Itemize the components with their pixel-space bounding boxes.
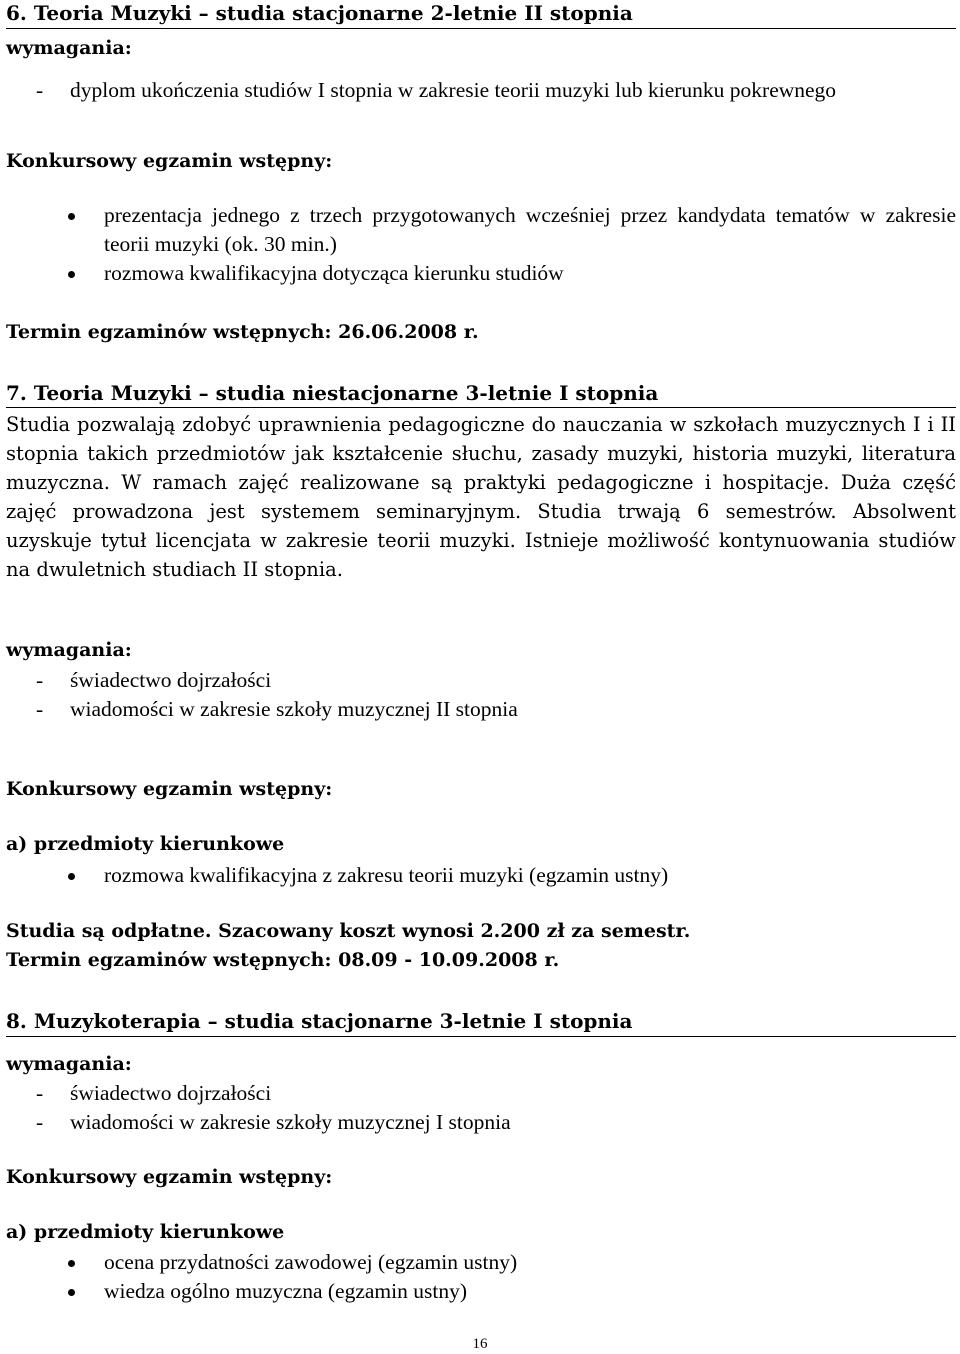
list-item [6,695,956,724]
requirements-list [6,1079,956,1137]
section-7-number: 7. [6,381,27,405]
section-7-exam [6,774,956,803]
exam-date: Termin egzaminów wstępnych: 08.09 - 10.09.2008 r. [6,949,560,971]
section-8-exam [6,1163,956,1191]
section-7-exam-date [6,946,956,974]
requirements-list [6,666,956,724]
exam-label: Konkursowy egzamin wstępny: [6,778,333,800]
list-item [6,1248,956,1277]
section-6-exam-date [6,318,956,346]
section-7-subjects [6,830,956,858]
exam-list [6,201,956,288]
dash-marker: - [36,668,44,692]
dash-marker: - [36,78,44,102]
section-7-description [6,410,956,584]
exam-list [6,1248,956,1306]
exam-date: Termin egzaminów wstępnych: 26.06.2008 r. [6,321,479,343]
section-7-exam-list [6,861,956,890]
section-6-exam-list [6,201,956,288]
section-6-heading: 6. Teoria Muzyki – studia stacjonarne 2-letnie II stopnia [6,0,956,29]
section-6-requirements [6,34,956,62]
requirement-text: dyplom ukończenia studiów I stopnia w zakresie teorii muzyki lub kierunku pokrewnego [70,78,837,102]
requirements-label: wymagania: [6,1053,132,1075]
list-item [6,259,956,288]
exam-label: Konkursowy egzamin wstępny: [6,150,333,172]
list-item [6,76,956,105]
exam-item-text: wiedza ogólno muzyczna (egzamin ustny) [104,1279,467,1303]
section-7-fee [6,917,956,945]
description-paragraph: Studia pozwalają zdobyć uprawnienia pedagogiczne do nauczania w szkołach muzycznych I i II stopnia takich przedmiotów jak kształcenie słuchu, zasady muzyki, historia muzyki, literatura muzyczna. W ramach zajęć realizowane są praktyki pedagogiczne i hospitacje. Duża część zajęć prowadzona jest systemem seminaryjnym. Studia trwają 6 semestrów. Absolwent uzyskuje tytuł licencjata w zakresie teorii muzyki. Istnieje możliwość kontynuowania studiów na dwuletnich studiach II stopnia. [6,413,956,581]
requirements-label: wymagania: [6,37,132,59]
exam-item-text: ocena przydatności zawodowej (egzamin ustny) [104,1250,518,1274]
requirement-text: wiadomości w zakresie szkoły muzycznej I stopnia [70,1110,511,1134]
exam-list [6,861,956,890]
section-7-requirements [6,636,956,664]
section-7-requirements-list [6,666,956,724]
heading-rule [6,407,956,408]
section-8-subjects [6,1218,956,1246]
section-7 [6,380,956,408]
page-number: 16 [472,1336,488,1352]
exam-label: Konkursowy egzamin wstępny: [6,1166,333,1188]
section-7-heading [6,380,956,408]
section-6-requirements-list [6,76,956,105]
requirement-text: wiadomości w zakresie szkoły muzycznej II stopnia [70,697,518,721]
bullet-icon [68,1289,75,1296]
requirements-list [6,76,956,105]
dash-marker: - [36,697,44,721]
exam-item-text: prezentacja jednego z trzech przygotowanych wcześniej przez kandydata tematów w zakresie teorii muzyki (ok. 30 min.) [104,203,956,256]
section-6-exam [6,147,956,175]
bullet-icon [68,213,75,220]
requirements-label: wymagania: [6,639,132,661]
list-item [6,1079,956,1108]
section-8 [6,1008,956,1037]
subjects-label: a) przedmioty kierunkowe [6,833,285,855]
dash-marker: - [36,1110,44,1134]
section-6 [6,0,956,29]
fee-text: Studia są odpłatne. Szacowany koszt wynosi 2.200 zł za semestr. [6,920,691,942]
bullet-icon [68,1260,75,1267]
subjects-label: a) przedmioty kierunkowe [6,1221,285,1243]
bullet-icon [68,271,75,278]
list-item [6,1108,956,1137]
section-8-heading: 8. Muzykoterapia – studia stacjonarne 3-letnie I stopnia [6,1008,956,1037]
section-7-title: Teoria Muzyki – studia niestacjonarne 3-letnie I stopnia [33,381,659,405]
dash-marker: - [36,1081,44,1105]
section-8-exam-list [6,1248,956,1306]
list-item [6,1277,956,1306]
list-item [6,666,956,695]
requirement-text: świadectwo dojrzałości [70,668,272,692]
section-8-requirements [6,1050,956,1078]
exam-item-text: rozmowa kwalifikacyjna dotycząca kierunku studiów [104,261,564,285]
list-item [6,861,956,890]
bullet-icon [68,873,75,880]
requirement-text: świadectwo dojrzałości [70,1081,272,1105]
exam-item-text: rozmowa kwalifikacyjna z zakresu teorii muzyki (egzamin ustny) [104,863,669,887]
list-item [6,201,956,259]
section-8-requirements-list [6,1079,956,1137]
